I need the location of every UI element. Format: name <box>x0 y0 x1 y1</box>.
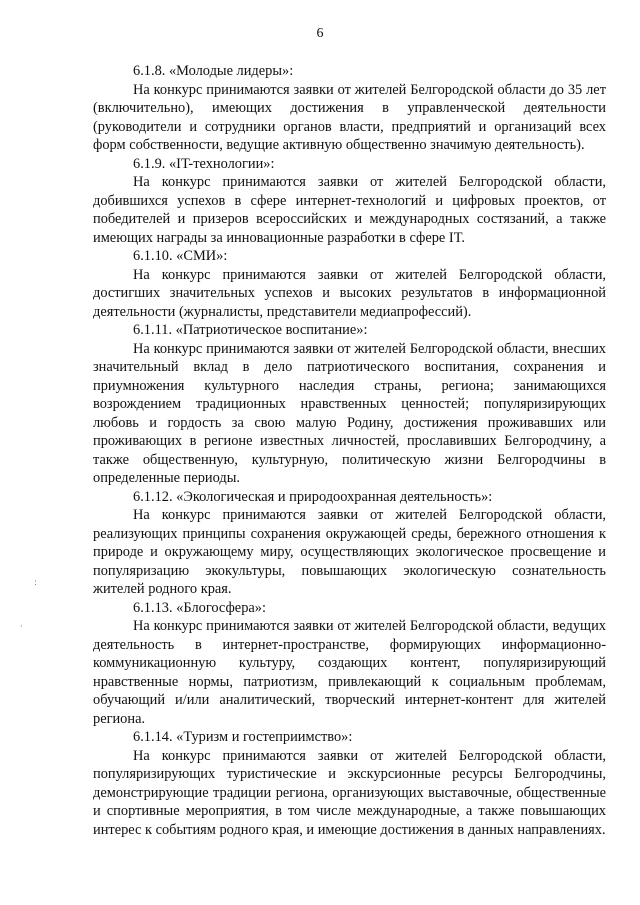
document-body <box>93 62 606 839</box>
section-text: На конкурс принимаются заявки от жителей Белгородской области, добившихся успехов в сфере интернет-технологий и цифровых проектов, от победителей и призеров всероссийских и международных состязаний, а также имеющих награды за инновационные разработки в сфере IT. <box>93 174 606 246</box>
section-6-1-13 <box>93 599 606 729</box>
section-heading: 6.1.8. «Молодые лидеры»: <box>133 63 294 79</box>
section-6-1-12 <box>93 488 606 599</box>
section-text: На конкурс принимаются заявки от жителей Белгородской области, достигших значительных успехов и высоких результатов в информационной деятельности (журналисты, представители медиапрофессий). <box>93 266 606 320</box>
section-6-1-11 <box>93 321 606 488</box>
section-text: На конкурс принимаются заявки от жителей Белгородской области, реализующих принципы сохранения окружающей среды, бережного отношения к природе и окружающему миру, осуществляющих экологическое просвещение и популяризацию экокультуры, повышающих экологическую сознательность жителей родного края. <box>93 507 606 597</box>
section-heading: 6.1.11. «Патриотическое воспитание»: <box>133 322 368 338</box>
page-number: 6 <box>316 26 324 41</box>
section-6-1-14 <box>93 728 606 839</box>
section-text: На конкурс принимаются заявки от жителей Белгородской области до 35 лет (включительно), имеющих достижения в управленческой деятельности (руководители и сотрудники органов власти, предприятий и организаций всех форм собственности, ведущие активную общественно значимую деятельность). <box>93 81 606 153</box>
section-6-1-8 <box>93 62 606 155</box>
section-text: На конкурс принимаются заявки от жителей Белгородской области, популяризирующих туристические и экскурсионные ресурсы Белгородчины, демонстрирующие традиции региона, организующих выставочные, общественные и спортивные мероприятия, в том числе международные, а также повышающих интерес к событиям родного края, и имеющие достижения в данных направлениях. <box>93 747 606 838</box>
scan-speck: : <box>34 578 38 588</box>
section-6-1-9 <box>93 155 606 248</box>
section-heading: 6.1.13. «Блогосфера»: <box>133 599 266 616</box>
section-6-1-10 <box>93 247 606 321</box>
scan-speck: · <box>20 622 23 632</box>
section-text: На конкурс принимаются заявки от жителей Белгородской области, ведущих деятельность в интернет-пространстве, формирующих информационно-коммуникационную культуру, создающих контент, популяризирующий нравственные нормы, патриотизм, привлекающий к социальным проблемам, обучающий и/или аналитический, творческий интернет-контент для жителей региона. <box>93 618 606 727</box>
section-heading: 6.1.12. «Экологическая и природоохранная деятельность»: <box>133 488 493 505</box>
section-text: На конкурс принимаются заявки от жителей Белгородской области, внесших значительный вклад в дело патриотического воспитания, сохранения и приумножения культурного наследия страны, региона; занимающихся возрождением традиционных нравственных ценностей; популяризирующих любовь и гордость за свою малую Родину, достижения проживавших или проживающих в регионе известных личностей, прославивших Белгородчину, а также общественную, культурную, политическую жизни Белгородчины в определенные периоды. <box>93 340 606 486</box>
section-heading: 6.1.10. «СМИ»: <box>133 248 228 264</box>
section-heading: 6.1.14. «Туризм и гостеприимство»: <box>133 729 353 745</box>
section-heading: 6.1.9. «IT-технологии»: <box>133 155 275 172</box>
